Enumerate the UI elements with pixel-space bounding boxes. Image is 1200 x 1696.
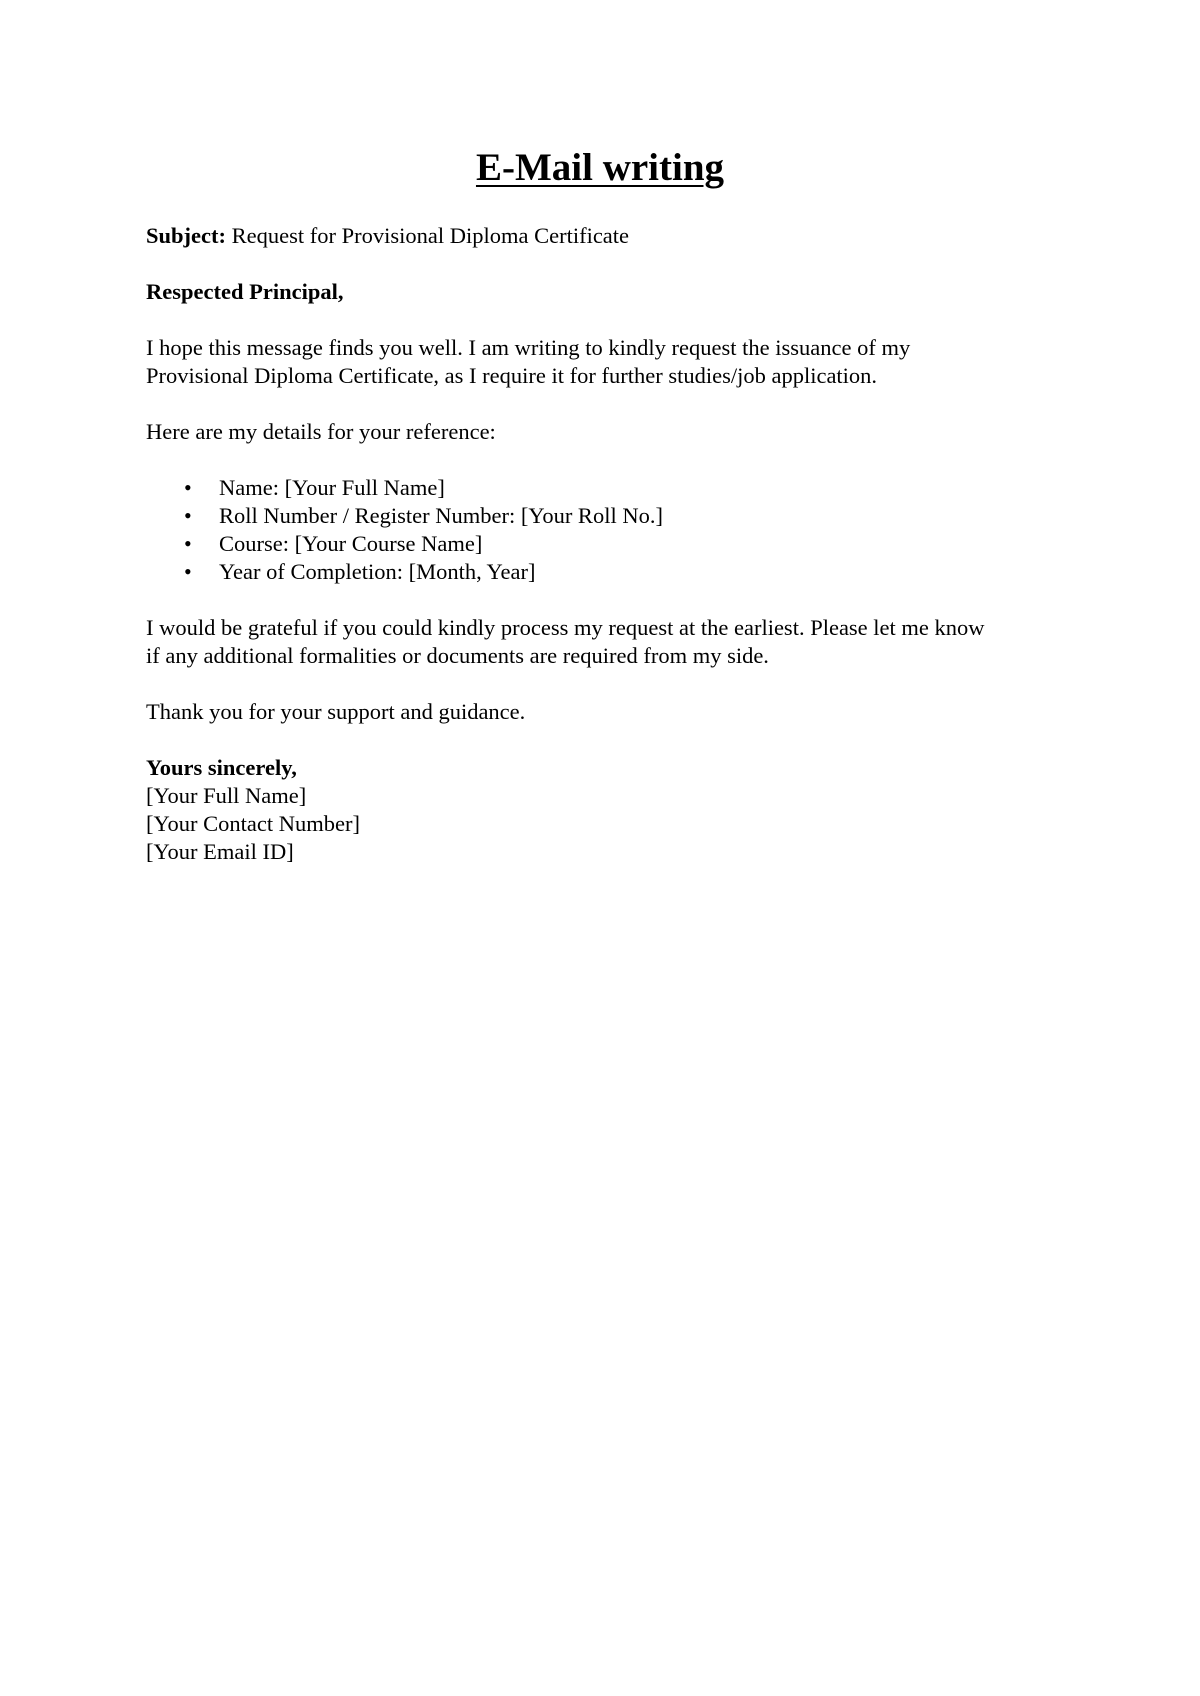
subject-text: Request for Provisional Diploma Certificate <box>231 223 630 248</box>
list-item <box>146 530 1066 558</box>
bullet-icon: • <box>184 503 192 528</box>
bullet-icon: • <box>184 531 192 556</box>
intro-line-2: Provisional Diploma Certificate, as I require it for further studies/job application. <box>146 363 878 388</box>
signature-email: [Your Email ID] <box>146 839 294 864</box>
list-item <box>146 558 1066 586</box>
request-paragraph <box>146 614 1066 670</box>
salutation: Respected Principal, <box>146 279 344 304</box>
subject-line <box>146 222 1066 250</box>
signature-contact: [Your Contact Number] <box>146 811 360 836</box>
bullet-icon: • <box>184 559 192 584</box>
detail-year-of-completion: Year of Completion: [Month, Year] <box>219 559 536 584</box>
list-item <box>146 474 1066 502</box>
details-lead: Here are my details for your reference: <box>146 419 496 444</box>
intro-paragraph <box>146 334 1066 390</box>
bullet-icon: • <box>184 475 192 500</box>
request-line-2: if any additional formalities or documents are required from my side. <box>146 643 769 668</box>
details-list <box>146 474 1066 586</box>
detail-name: Name: [Your Full Name] <box>219 475 445 500</box>
email-body <box>146 222 1066 866</box>
detail-course: Course: [Your Course Name] <box>219 531 483 556</box>
subject-label: Subject: <box>146 223 226 248</box>
request-line-1: I would be grateful if you could kindly process my request at the earliest. Please let me know <box>146 615 985 640</box>
signature-block <box>146 754 1066 866</box>
detail-roll-number: Roll Number / Register Number: [Your Roll No.] <box>219 503 663 528</box>
intro-line-1: I hope this message finds you well. I am writing to kindly request the issuance of my <box>146 335 911 360</box>
signature-name: [Your Full Name] <box>146 783 307 808</box>
closing: Yours sincerely, <box>146 755 297 780</box>
list-item <box>146 502 1066 530</box>
document-title: E-Mail writing <box>475 146 725 189</box>
thanks-paragraph: Thank you for your support and guidance. <box>146 699 526 724</box>
